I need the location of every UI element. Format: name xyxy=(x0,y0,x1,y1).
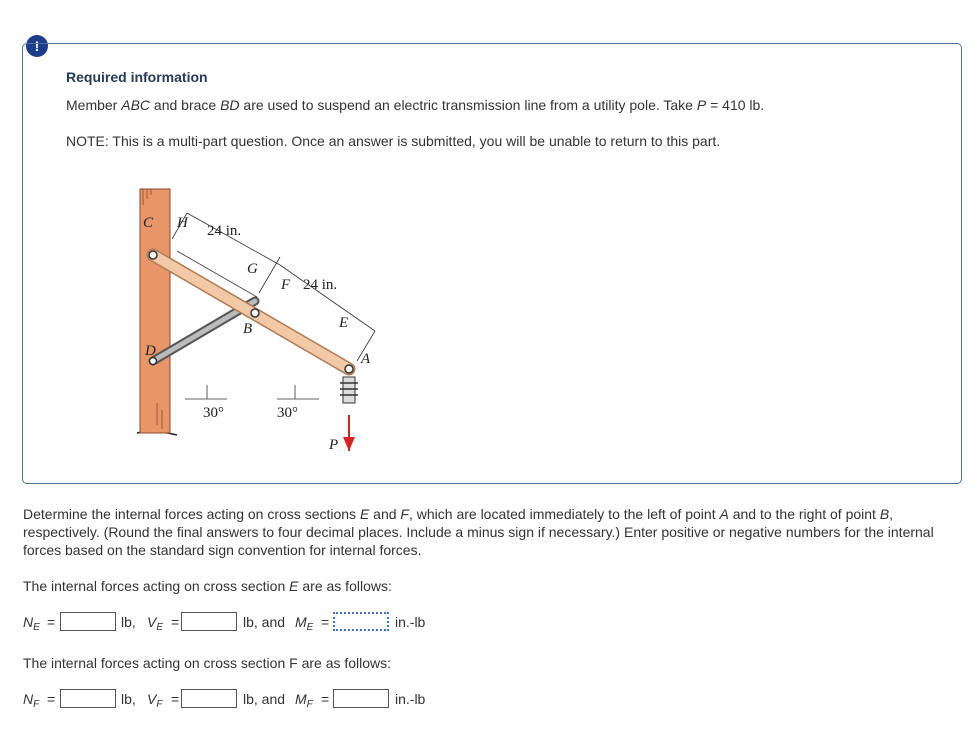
problem-statement: Member ABC and brace BD are used to suspend an electric transmission line from a utility pole. Take P = 410 lb. xyxy=(66,97,765,113)
insulator xyxy=(343,377,355,403)
question-text: Determine the internal forces acting on cross sections E and F, which are located immediately to the left of point A and to the right of point B, respectively. (Round the final answers to four decimal places. Include a minus sign if necessary.) Enter positive or negative numbers for the internal forces based on the standard sign convention for internal forces. xyxy=(23,506,934,558)
alert-icon: ! xyxy=(26,35,48,57)
vf-label: $V_F$ xyxy=(147,691,163,710)
label-f: F xyxy=(281,277,291,293)
required-info-title: Required information xyxy=(66,69,208,85)
ve-unit: lb, and xyxy=(243,614,286,630)
required-info-panel xyxy=(22,43,962,484)
mf-input[interactable] xyxy=(333,689,389,708)
label-h: H xyxy=(177,215,188,231)
label-a: A xyxy=(361,351,371,367)
vf-unit: lb, and xyxy=(243,691,286,707)
ne-label: $N_E$ xyxy=(23,614,40,633)
me-label: $M_E$ xyxy=(295,614,314,633)
label-dim1: 24 in. xyxy=(207,223,242,239)
label-dim2: 24 in. xyxy=(303,277,338,293)
pin-a xyxy=(345,365,353,373)
me-unit: in.-lb xyxy=(395,614,426,630)
label-ang1: 30° xyxy=(203,405,224,421)
label-d: D xyxy=(145,343,156,359)
section-e-label: The internal forces acting on cross section E are as follows: xyxy=(23,578,392,594)
label-b: B xyxy=(243,321,253,337)
mf-label: $M_F$ xyxy=(295,691,313,710)
pole-diagram xyxy=(107,185,397,455)
nf-label: $N_F$ xyxy=(23,691,40,710)
ve-input[interactable] xyxy=(181,612,237,631)
pin-c xyxy=(149,251,157,259)
mf-unit: in.-lb xyxy=(395,691,426,707)
label-g: G xyxy=(247,261,258,277)
nf-unit: lb, xyxy=(121,691,136,707)
label-p: P xyxy=(329,437,339,453)
me-input[interactable] xyxy=(333,612,389,631)
nf-input[interactable] xyxy=(60,689,116,708)
ne-unit: lb, xyxy=(121,614,136,630)
section-f-label: The internal forces acting on cross section F are as follows: xyxy=(23,655,392,671)
label-c: C xyxy=(143,215,154,231)
vf-input[interactable] xyxy=(181,689,237,708)
ve-label: $V_E$ xyxy=(147,614,164,633)
label-ang2: 30° xyxy=(277,405,298,421)
label-e: E xyxy=(339,315,349,331)
multi-part-note: NOTE: This is a multi-part question. Once an answer is submitted, you will be unable to return to this part. xyxy=(66,133,721,149)
pin-b xyxy=(251,309,259,317)
ne-input[interactable] xyxy=(60,612,116,631)
